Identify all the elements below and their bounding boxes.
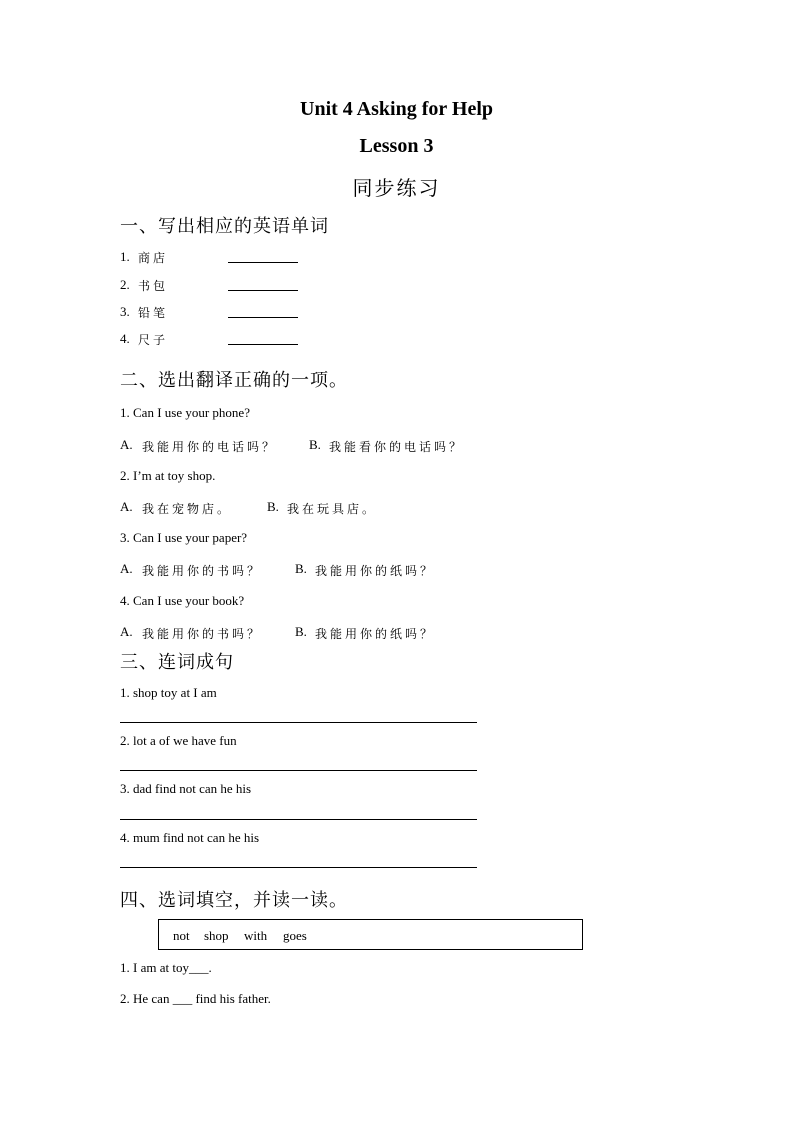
answer-blank[interactable] (228, 317, 298, 318)
word-bank-item[interactable]: goes (283, 928, 307, 943)
item-chinese-word: 铅笔 (138, 306, 169, 320)
fill-blank-sentence: 1. I am at toy___. (120, 960, 212, 975)
lesson-title: Lesson 3 (359, 135, 434, 157)
question-text: 2. I’m at toy shop. (120, 468, 216, 483)
item-chinese-word: 尺子 (138, 333, 169, 347)
option-a-label: A. (120, 561, 133, 576)
question-text: 4. Can I use your book? (120, 593, 245, 608)
answer-blank[interactable] (228, 290, 298, 291)
fill-blank-sentence: 2. He can ___ find his father. (120, 991, 271, 1006)
answer-line[interactable] (120, 867, 477, 868)
word-bank-box (158, 919, 583, 950)
word-bank-item[interactable]: shop (204, 928, 229, 943)
item-number: 4. (120, 331, 130, 346)
document-subtitle: 同步练习 (352, 176, 441, 200)
section-1-heading: 一、写出相应的英语单词 (120, 216, 329, 237)
section-3-heading: 三、连词成句 (120, 652, 234, 673)
scrambled-sentence: 3. dad find not can he his (120, 781, 252, 796)
question-text: 3. Can I use your paper? (120, 530, 248, 545)
word-bank-item[interactable]: not (173, 928, 190, 943)
word-bank-item[interactable]: with (244, 928, 268, 943)
option-b-text[interactable]: 我能用你的纸吗？ (315, 627, 436, 641)
section-2-heading: 二、选出翻译正确的一项。 (120, 370, 348, 391)
option-a-label: A. (120, 499, 133, 514)
document-title: Unit 4 Asking for Help (300, 98, 493, 120)
option-a-text[interactable]: 我能用你的书吗？ (142, 564, 263, 578)
answer-line[interactable] (120, 722, 477, 723)
section-4-heading: 四、选词填空，并读一读。 (120, 890, 348, 911)
question-text: 1. Can I use your phone? (120, 405, 250, 420)
option-b-label: B. (267, 499, 279, 514)
option-a-label: A. (120, 437, 133, 452)
option-b-text[interactable]: 我能看你的电话吗？ (329, 440, 465, 454)
item-chinese-word: 书包 (138, 279, 169, 293)
scrambled-sentence: 1. shop toy at I am (120, 685, 217, 700)
answer-blank[interactable] (228, 262, 298, 263)
answer-line[interactable] (120, 770, 477, 771)
item-number: 1. (120, 249, 130, 264)
option-b-label: B. (309, 437, 321, 452)
option-a-text[interactable]: 我在宠物店。 (142, 502, 233, 516)
item-number: 3. (120, 304, 130, 319)
option-a-text[interactable]: 我能用你的电话吗？ (142, 440, 278, 454)
option-b-text[interactable]: 我在玩具店。 (287, 502, 378, 516)
option-a-text[interactable]: 我能用你的书吗？ (142, 627, 263, 641)
scrambled-sentence: 4. mum find not can he his (120, 830, 260, 845)
option-b-label: B. (295, 624, 307, 639)
item-chinese-word: 商店 (138, 251, 169, 265)
answer-line[interactable] (120, 819, 477, 820)
item-number: 2. (120, 277, 130, 292)
option-b-text[interactable]: 我能用你的纸吗？ (315, 564, 436, 578)
scrambled-sentence: 2. lot a of we have fun (120, 733, 237, 748)
option-b-label: B. (295, 561, 307, 576)
answer-blank[interactable] (228, 344, 298, 345)
option-a-label: A. (120, 624, 133, 639)
